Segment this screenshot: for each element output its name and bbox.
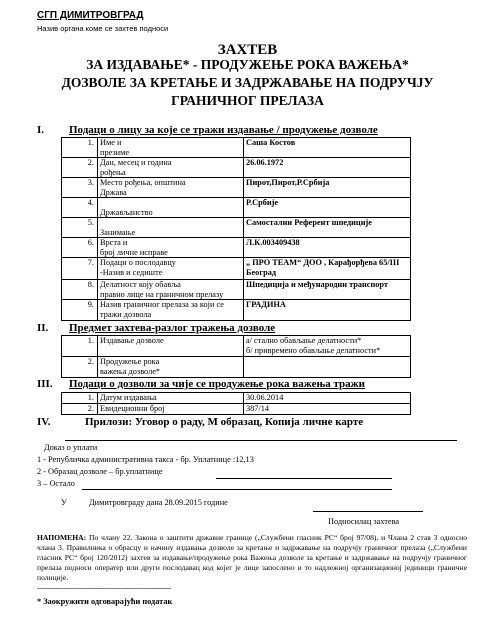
person-data-table (61, 137, 411, 321)
payment-line-2-blank (216, 478, 392, 479)
section-3-heading (37, 378, 365, 390)
payment-line-2: 2 - Образац дозволе – бр.уплатнице (37, 467, 163, 476)
table-row (62, 238, 411, 258)
row-label: Држављанство (98, 198, 244, 218)
row-number: 7. (62, 258, 98, 280)
row-number: 5. (62, 218, 98, 238)
section-2-heading (37, 322, 275, 334)
row-value: „ ПРО ТЕАМ“ ДОО , Карађорђева 65/III Београд (244, 258, 411, 280)
row-label: Продужење рока важења дозволе* (98, 357, 244, 378)
row-number: 3. (62, 178, 98, 198)
title-line-2: ЗА ИЗДАВАЊЕ* - ПРОДУЖЕЊЕ РОКА ВАЖЕЊА* (86, 57, 409, 72)
row-value: Р.Србије (244, 198, 411, 218)
table-row (62, 178, 411, 198)
place-and-date: Димитровграду дана 28.09.2015 године (89, 498, 228, 507)
row-value: Самостални Референт шпедиције (244, 218, 411, 238)
row-label: Врста и број личне исправе (98, 238, 244, 258)
payment-line-1: 1 - Републичка административна такса - бр. Уплатнице :12,13 (37, 455, 254, 464)
title-line-3: ДОЗВОЛЕ ЗА КРЕТАЊЕ И ЗАДРЖАВАЊЕ НА ПОДРУЧЈУ (61, 75, 434, 90)
row-value: Л.К.003409438 (244, 238, 411, 258)
row-value: ГРАДИНА (244, 300, 411, 321)
footnote-separator: ------------------------------------------------------------------ (37, 584, 172, 592)
table-row (62, 336, 411, 357)
row-number: 9. (62, 300, 98, 321)
row-value: Саша Костов (244, 138, 411, 158)
attachments-line (65, 440, 457, 441)
table-row (62, 404, 411, 415)
table-row (62, 393, 411, 404)
payment-line-3: 3 – Остало (37, 479, 75, 488)
row-value (244, 357, 411, 378)
table-row (62, 198, 411, 218)
section-2-number: II. (37, 322, 49, 334)
row-value: Шпедиција и међународни транспорт (244, 280, 411, 300)
table-row (62, 300, 411, 321)
row-value: 30.06.2014 (244, 393, 411, 404)
section-3-title: Подаци о дозволи за чије се продужење рока важења тражи (69, 378, 365, 390)
table-row (62, 280, 411, 300)
title-line-4: ГРАНИЧНОГ ПРЕЛАЗА (171, 93, 324, 108)
row-number: 6. (62, 238, 98, 258)
table-row (62, 158, 411, 178)
section-4-number: IV. (37, 416, 51, 428)
permit-data-table (61, 392, 411, 415)
place-letter: У (61, 498, 67, 507)
section-4-heading (37, 416, 363, 428)
table-row (62, 218, 411, 238)
section-4-title: Прилози: Уговор о раду, М образац, Копија личне карте (85, 416, 364, 428)
section-1-number: I. (37, 124, 45, 136)
footnote: * Заокружити одговарајући податак (37, 597, 173, 606)
section-2-title: Предмет захтева-разлог тражења дозволе (69, 322, 276, 334)
row-number: 2. (62, 357, 98, 378)
row-label: Место рођења, општина Држава (98, 178, 244, 198)
row-label: Издавање дозволе (98, 336, 244, 357)
payment-line-3-blank (82, 489, 392, 490)
row-label: Делатност коју обавља правно лице на граничном прелазу (98, 280, 244, 300)
note-paragraph (37, 533, 467, 583)
note-text: По члану 22. Закона о заштити државне границе („Службени гласник РС“ број 97/08), и Члана 2 став 3 односно члана 3. Правилника о обрасцу и начину издавања дозволе за кретање и задржавање на подручју граничног прелаза („Службени гласник РС“ број 120/2012) захтев за издавање/продужење рока Важења дозволе за кретање и задржавање на подручју граничног прелаза подноси оператер или други послодавац код којег је лице запослено и то надлежној организационој јединици граничне полиције. (37, 533, 467, 582)
row-label: Име и презиме (98, 138, 244, 158)
signature-label: Подносилац захтева (328, 517, 400, 526)
row-number: 2. (62, 158, 98, 178)
payment-heading: Доказ о уплати (44, 443, 98, 452)
row-value: Пирот,Пирот,Р.Србија (244, 178, 411, 198)
row-label: Евидеционни број (98, 404, 244, 415)
row-number: 1. (62, 138, 98, 158)
row-label: Дан, месец и година рођења (98, 158, 244, 178)
row-label: Занимање (98, 218, 244, 238)
document-title: ЗАХТЕВ (217, 42, 278, 58)
row-number: 1. (62, 336, 98, 357)
organization-subtitle: Назив органа коме се захтев подноси (37, 24, 169, 33)
organization-name: СГП ДИМИТРОВГРАД (37, 10, 144, 21)
row-label: Подаци о послодавцу -Назив и седиште (98, 258, 244, 280)
note-label: НАПОМЕНА: (37, 533, 87, 542)
table-row (62, 357, 411, 378)
row-value: а/ стално обављање делатности* б/ привремено обављање делатности* (244, 336, 411, 357)
row-number: 4. (62, 198, 98, 218)
table-row (62, 138, 411, 158)
table-row (62, 258, 411, 280)
section-3-number: III. (37, 378, 53, 390)
row-number: 1. (62, 393, 98, 404)
row-value: 26.06.1972 (244, 158, 411, 178)
row-label: Датум издавања (98, 393, 244, 404)
row-number: 8. (62, 280, 98, 300)
signature-line (313, 511, 423, 512)
row-value: 387/14 (244, 404, 411, 415)
request-subject-table (61, 335, 411, 378)
section-1-title: Подаци о лицу за које се тражи издавање / продужење дозволе (69, 124, 378, 136)
section-1-heading (37, 124, 378, 136)
row-number: 2. (62, 404, 98, 415)
row-label: Назив граничног прелаза за који се тражи дозвола (98, 300, 244, 321)
